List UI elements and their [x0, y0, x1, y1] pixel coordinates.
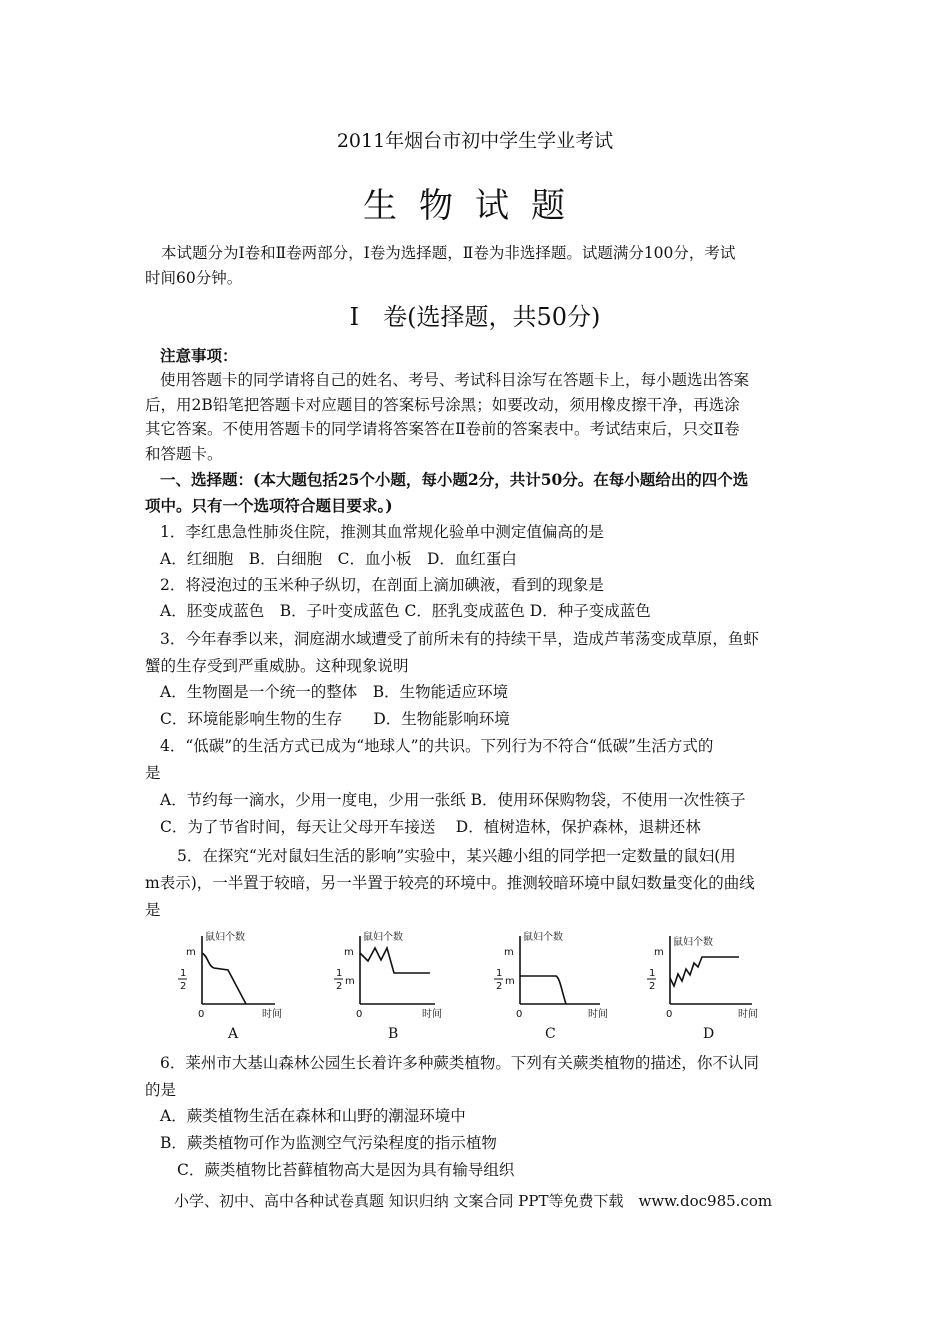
question-4-options-2: C．为了节省时间，每天让父母开车接送 D．植树造林，保护森林，退耕还林 — [160, 818, 701, 836]
option-letter-a: A — [228, 1026, 239, 1042]
half-num: 1 — [649, 968, 656, 979]
m-label: m — [504, 947, 514, 958]
part-title: Ⅰ 卷(选择题，共50分) — [349, 303, 601, 331]
intro-line-2: 时间60分钟。 — [145, 269, 243, 287]
half-den: 2 — [180, 981, 187, 992]
footer-text: 小学、初中、高中各种试卷真题 知识归纳 文案合同 PPT等免费下载 www.doc985.com — [174, 1192, 773, 1210]
question-4-line-2: 是 — [145, 764, 161, 782]
half-den: 2 — [336, 981, 343, 992]
m-label: m — [344, 947, 354, 958]
y-axis-label: 鼠妇个数 — [673, 937, 713, 948]
subject-title: 生物试题 — [363, 186, 587, 226]
half-m-label: m — [505, 976, 515, 987]
option-letter-d: D — [703, 1026, 715, 1042]
curve-a — [202, 953, 246, 1004]
question-6-option-c: C．蕨类植物比苔藓植物高大是因为具有输导组织 — [177, 1161, 515, 1179]
x-axis-label: 时间 — [262, 1009, 282, 1020]
question-3-line-2: 蟹的生存受到严重威胁。这种现象说明 — [145, 657, 409, 675]
question-2: 2．将浸泡过的玉米种子纵切，在剖面上滴加碘液，看到的现象是 — [160, 576, 604, 594]
notice-heading: 注意事项： — [160, 346, 238, 365]
m-label: m — [186, 947, 196, 958]
half-den: 2 — [649, 981, 656, 992]
origin-label: 0 — [356, 1009, 363, 1020]
option-letter-b: B — [388, 1026, 399, 1042]
notice-line-3: 其它答案。不使用答题卡的同学请将答案答在Ⅱ卷前的答案表中。考试结束后，只交Ⅱ卷 — [145, 420, 740, 438]
half-num: 1 — [336, 968, 343, 979]
question-4-line-1: 4．“低碳”的生活方式已成为“地球人”的共识。下列行为不符合“低碳”生活方式的 — [160, 737, 714, 755]
intro-line-1: 本试题分为Ⅰ卷和Ⅱ卷两部分，Ⅰ卷为选择题，Ⅱ卷为非选择题。试题满分100分，考试 — [161, 244, 736, 262]
notice-line-4: 和答题卡。 — [145, 445, 223, 463]
graph-a — [170, 926, 320, 1050]
graph-b — [330, 926, 480, 1050]
question-3-line-1: 3．今年春季以来，洞庭湖水域遭受了前所未有的持续干旱，造成芦苇荡变成草原，鱼虾 — [160, 630, 759, 648]
question-5-line-2: m表示)，一半置于较暗，另一半置于较亮的环境中。推测较暗环境中鼠妇数量变化的曲线 — [145, 874, 755, 892]
graph-c — [490, 926, 640, 1050]
half-m-label: m — [345, 976, 355, 987]
question-1-options: A．红细胞 B．白细胞 C．血小板 D．血红蛋白 — [160, 550, 517, 568]
question-4-options-1: A．节约每一滴水，少用一度电，少用一张纸 B．使用环保购物袋，不使用一次性筷子 — [160, 791, 746, 809]
y-axis-label: 鼠妇个数 — [363, 932, 403, 943]
origin-label: 0 — [666, 1009, 673, 1020]
question-3-options-2: C．环境能影响生物的生存 D．生物能影响环境 — [160, 710, 510, 728]
option-letter-c: C — [545, 1026, 556, 1042]
curve-b — [360, 948, 430, 973]
x-axis-label: 时间 — [422, 1009, 442, 1020]
question-6-option-a: A．蕨类植物生活在森林和山野的潮湿环境中 — [160, 1107, 466, 1125]
question-5-line-3: 是 — [145, 901, 161, 919]
m-label: m — [654, 947, 664, 958]
x-axis-label: 时间 — [738, 1009, 758, 1020]
question-3-options-1: A．生物圈是一个统一的整体 B．生物能适应环境 — [160, 683, 509, 701]
notice-line-1: 使用答题卡的同学请将自己的姓名、考号、考试科目涂写在答题卡上，每小题选出答案 — [160, 371, 750, 389]
half-num: 1 — [180, 968, 187, 979]
half-den: 2 — [496, 981, 503, 992]
y-axis-label: 鼠妇个数 — [205, 932, 245, 943]
origin-label: 0 — [198, 1009, 205, 1020]
question-5-line-1: 5．在探究“光对鼠妇生活的影响”实验中，某兴趣小组的同学把一定数量的鼠妇(用 — [177, 847, 736, 865]
notice-line-2: 后，用2B铅笔把答题卡对应题目的答案标号涂黑；如要改动，须用橡皮擦干净，再选涂 — [145, 396, 740, 414]
section-heading-2: 项中。只有一个选项符合题目要求。) — [145, 496, 393, 515]
y-axis-label: 鼠妇个数 — [523, 932, 563, 943]
question-1: 1．李红患急性肺炎住院，推测其血常规化验单中测定值偏高的是 — [160, 523, 604, 541]
x-axis-label: 时间 — [588, 1009, 608, 1020]
question-6-option-b: B．蕨类植物可作为监测空气污染程度的指示植物 — [160, 1134, 497, 1152]
origin-label: 0 — [516, 1009, 523, 1020]
question-6-line-1: 6．莱州市大基山森林公园生长着许多种蕨类植物。下列有关蕨类植物的描述，你不认同 — [160, 1054, 759, 1072]
question-2-options: A．胚变成蓝色 B．子叶变成蓝色 C．胚乳变成蓝色 D．种子变成蓝色 — [160, 602, 651, 620]
curve-d — [670, 957, 739, 986]
question-6-line-2: 的是 — [145, 1081, 177, 1099]
exam-title: 2011年烟台市初中学生学业考试 — [336, 130, 614, 152]
half-num: 1 — [496, 968, 503, 979]
curve-c — [520, 976, 566, 1004]
graph-d — [640, 926, 790, 1050]
section-heading-1: 一、选择题：(本大题包括25个小题，每小题2分，共计50分。在每小题给出的四个选 — [160, 470, 749, 489]
